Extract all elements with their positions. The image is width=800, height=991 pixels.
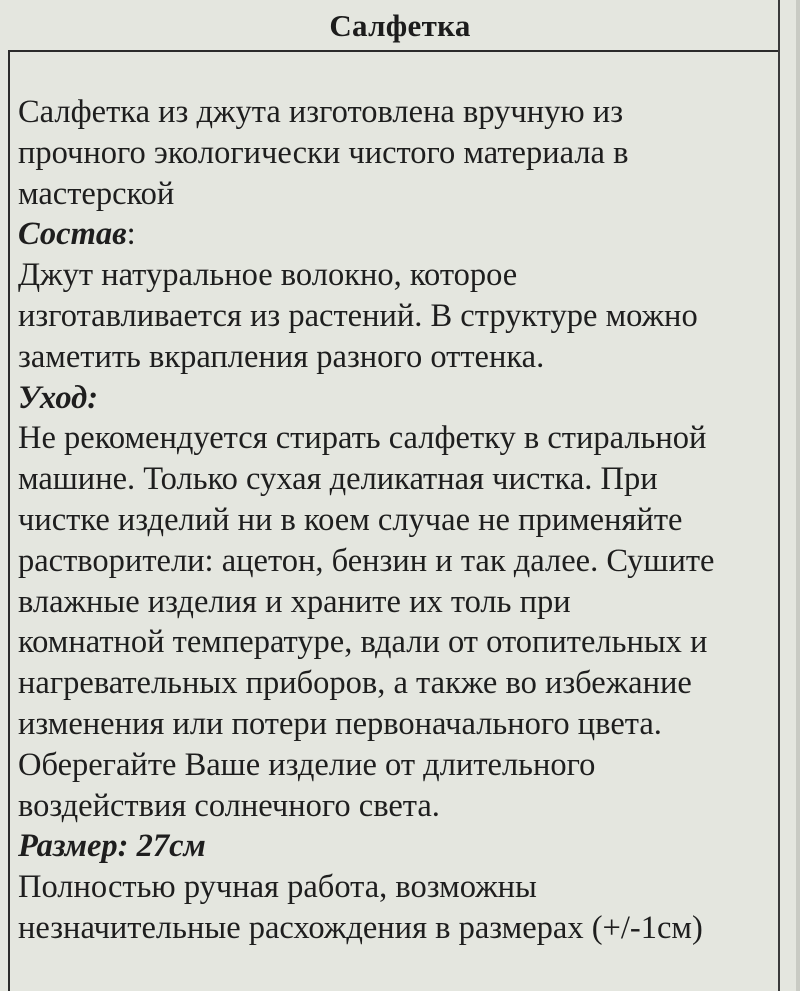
care-line: воздействия солнечного света. — [18, 787, 440, 824]
composition-heading: Состав — [18, 216, 127, 253]
care-line: Оберегайте Ваше изделие от длительного — [18, 746, 596, 783]
size-line: Полностью ручная работа, возможны — [18, 869, 537, 906]
care-line: нагревательных приборов, а также во избежание — [18, 665, 692, 702]
intro-line: прочного экологически чистого материала в — [18, 134, 629, 171]
care-line: влажные изделия и храните их толь при — [18, 583, 571, 620]
label-title: Салфетка — [329, 8, 471, 43]
composition-heading-line — [18, 214, 793, 255]
size-line: незначительные расхождения в размерах (+/-1см) — [18, 909, 703, 946]
composition-heading-colon: : — [126, 216, 136, 253]
care-line: изменения или потери первоначального цвета. — [18, 705, 662, 742]
care-line: машине. Только сухая деликатная чистка. При — [18, 461, 658, 498]
intro-line: Салфетка из джута изготовлена вручную из — [18, 94, 624, 130]
composition-line: изготавливается из растений. В структуре можно — [18, 297, 698, 334]
care-line: чистке изделий ни в коем случае не применяйте — [18, 501, 683, 538]
frame-top-border — [8, 50, 780, 52]
care-line: комнатной температуре, вдали от отопительных и — [18, 624, 708, 661]
intro-line: мастерской — [18, 175, 175, 212]
composition-line: Джут натуральное волокно, которое — [18, 257, 518, 294]
label-body — [18, 92, 793, 949]
composition-line: заметить вкрапления разного оттенка. — [18, 338, 545, 375]
care-heading: Уход: — [18, 379, 99, 416]
frame-left-border — [8, 50, 10, 991]
care-line: Не рекомендуется стирать салфетку в стиральной — [18, 420, 707, 457]
care-line: растворители: ацетон, бензин и так далее. Сушите — [18, 542, 715, 579]
size-heading: Размер: 27см — [18, 828, 206, 865]
